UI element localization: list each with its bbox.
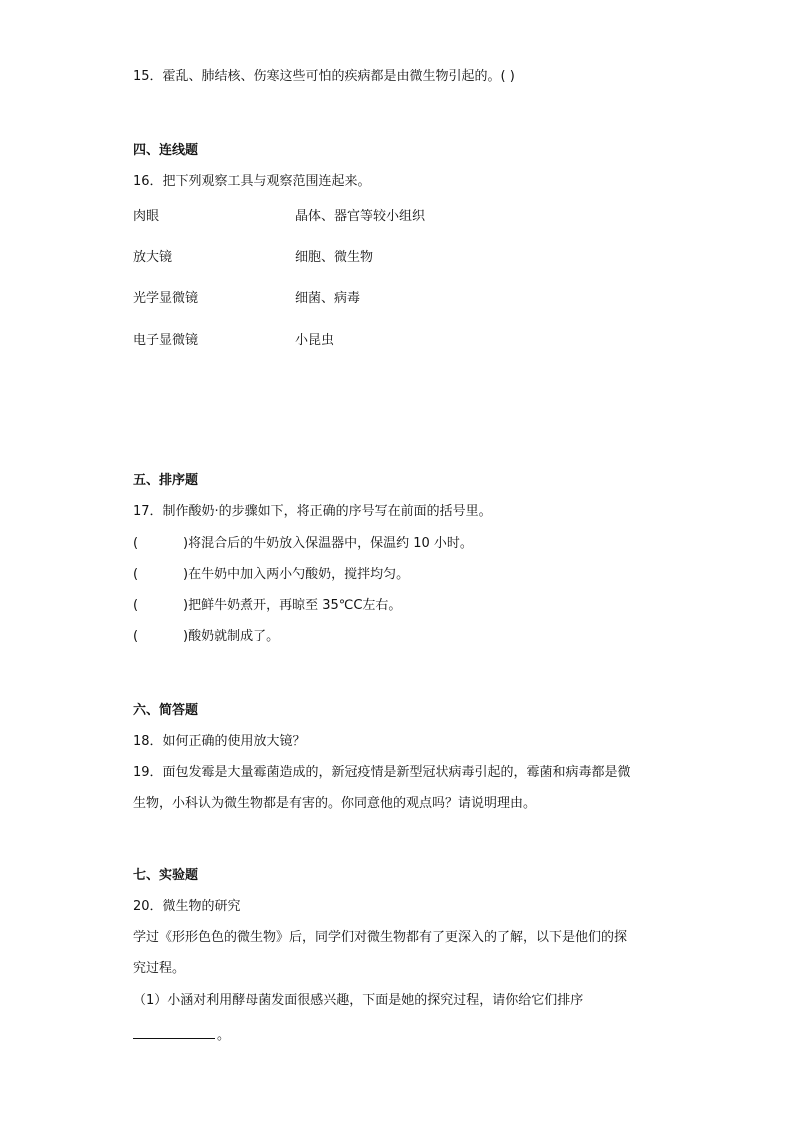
question-19-line-2: 生物，小科认为微生物都是有害的。你同意他的观点吗？请说明理由。	[133, 796, 537, 811]
question-17: 17．制作酸奶·的步骤如下，将正确的序号写在前面的括号里。	[133, 504, 492, 519]
question-19-line-1: 19．面包发霉是大量霉菌造成的，新冠疫情是新型冠状病毒引起的，霉菌和病毒都是微	[133, 765, 631, 780]
answer-paren-open: (	[133, 629, 139, 644]
question-20-line-2: 究过程。	[133, 961, 186, 976]
answer-paren-close: )	[183, 567, 189, 582]
step-text: 在牛奶中加入两小勺酸奶，搅拌均匀。	[188, 567, 410, 582]
question-20-line-1: 学过《形形色色的微生物》后，同学们对微生物都有了更深入的了解，以下是他们的探	[133, 930, 628, 945]
question-20-sub-1: （1）小涵对利用酵母菌发面很感兴趣，下面是她的探究过程，请你给它们排序	[133, 993, 584, 1008]
match-left-1: 肉眼	[133, 209, 160, 224]
step-item-4	[133, 628, 279, 646]
match-right-1: 晶体、器官等较小组织	[295, 209, 426, 224]
section-heading-matching: 四、连线题	[133, 143, 199, 158]
match-left-2: 放大镜	[133, 250, 173, 265]
step-item-2	[133, 566, 409, 584]
match-right-4: 小昆虫	[295, 333, 335, 348]
answer-paren-close: )	[183, 598, 189, 613]
answer-paren-open: (	[133, 598, 139, 613]
step-text: 将混合后的牛奶放入保温器中，保温约 10 小时。	[188, 536, 473, 551]
question-15: 15．霍乱、肺结核、伤寒这些可怕的疾病都是由微生物引起的。( )	[133, 69, 515, 84]
match-left-4: 电子显微镜	[133, 333, 199, 348]
answer-blank	[133, 1024, 215, 1039]
question-18: 18．如何正确的使用放大镜？	[133, 734, 306, 749]
step-text: 酸奶就制成了。	[188, 629, 280, 644]
sentence-end: 。	[217, 1028, 231, 1043]
answer-paren-open: (	[133, 536, 139, 551]
step-text: 把鲜牛奶煮开，再晾至 35℃C左右。	[188, 598, 402, 613]
match-left-3: 光学显微镜	[133, 291, 199, 306]
question-20: 20．微生物的研究	[133, 899, 241, 914]
question-16: 16．把下列观察工具与观察范围连起来。	[133, 174, 371, 189]
question-20-sub-1-answer	[133, 1024, 230, 1045]
match-right-3: 细菌、病毒	[295, 291, 361, 306]
section-heading-experiment: 七、实验题	[133, 868, 199, 883]
match-right-2: 细胞、微生物	[295, 250, 374, 265]
answer-paren-close: )	[183, 536, 189, 551]
step-item-3	[133, 597, 401, 615]
section-heading-short-answer: 六、简答题	[133, 703, 199, 718]
step-item-1	[133, 535, 473, 553]
answer-paren-close: )	[183, 629, 189, 644]
section-heading-ordering: 五、排序题	[133, 473, 199, 488]
answer-paren-open: (	[133, 567, 139, 582]
